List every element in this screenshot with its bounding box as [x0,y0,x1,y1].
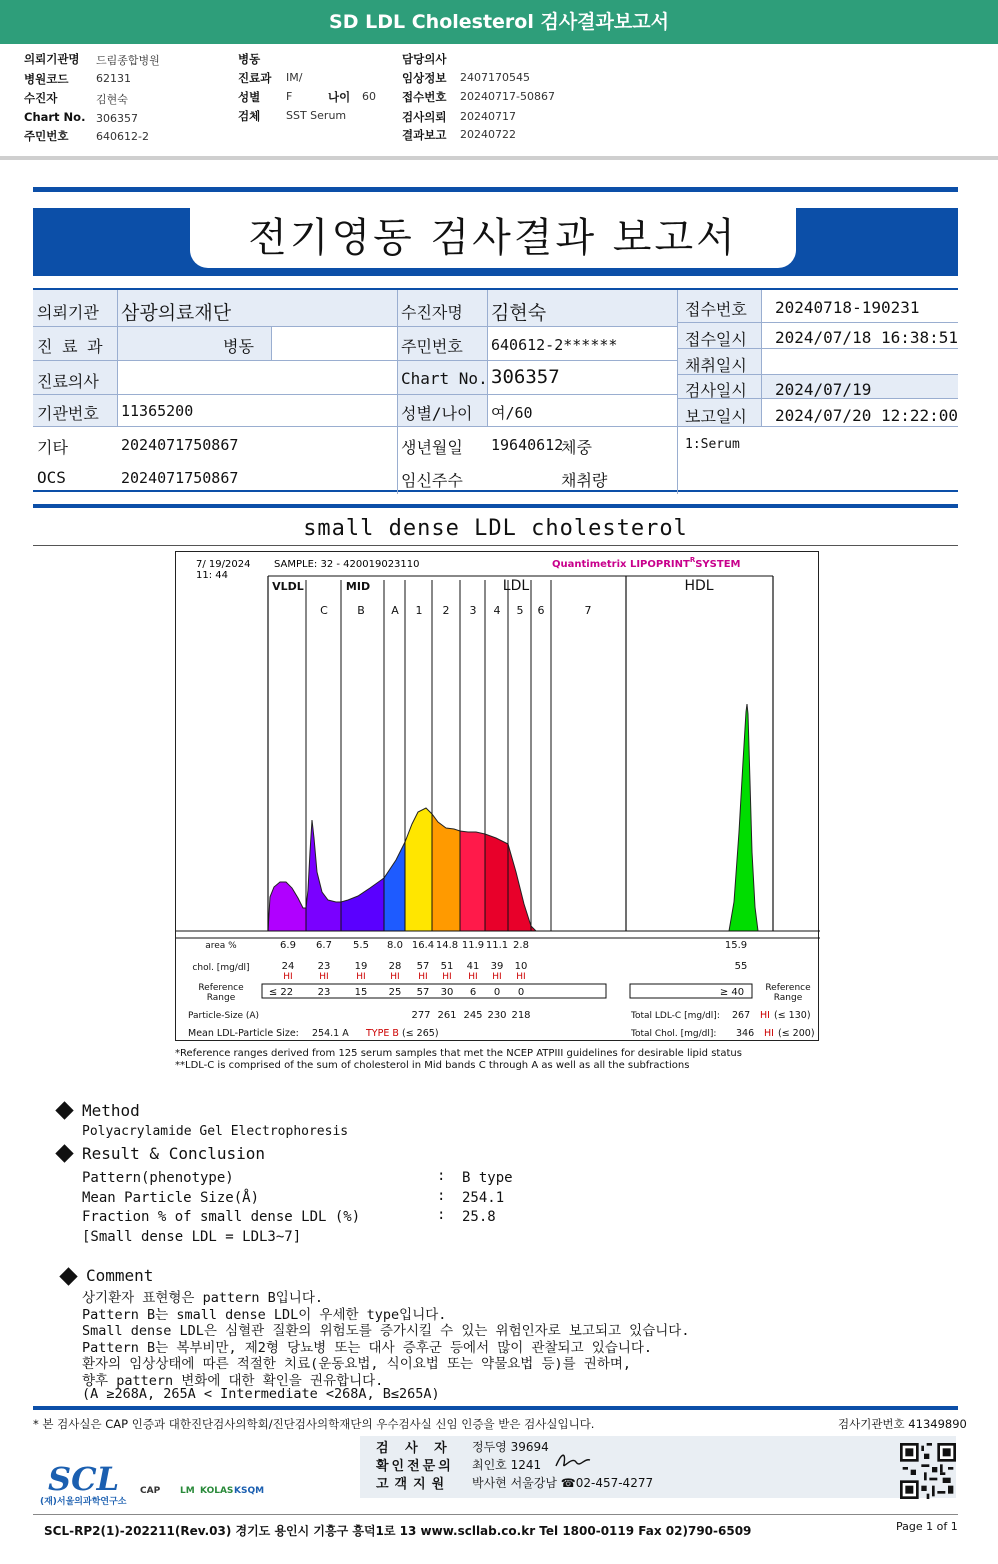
result-value-size: 254.1 [462,1190,505,1206]
chol-value: 24 [281,961,295,972]
particle-value: 261 [437,1010,457,1021]
value-sex-age: 여/60 [491,404,533,422]
value-patient: 김현숙 [96,93,128,106]
result-label-size: Mean Particle Size(Å) [82,1190,260,1206]
label-receipt-date: 접수일시 [685,330,747,349]
total-ldl-flag: HI [760,1010,770,1021]
area-value: 5.5 [353,940,369,951]
bottom-rule [33,1406,958,1410]
label-doctor-2: 진료의사 [37,372,99,391]
band-label-3: 3 [469,604,477,617]
area-hdl [729,704,758,931]
chart-sample: SAMPLE: 32 - 420019023110 [274,559,420,570]
band-label-A: A [391,604,399,617]
value-ocs: 2024071750867 [121,469,239,487]
section-underline [33,545,958,546]
badge-kolas: KOLAS [200,1486,234,1496]
band-label-B: B [357,604,365,617]
value-specimen-note: 1:Serum [685,437,740,452]
area-mid-a [384,842,405,931]
bullet-comment [59,1267,77,1285]
label-dept-2: 진 료 과 [37,337,103,356]
value-dept: IM/ [286,71,303,84]
ref-label-hdl-2: Range [773,993,803,1003]
badge-lm: LM [180,1486,195,1496]
area-value: 14.8 [435,940,459,951]
lipoprint-chart-svg [176,552,820,1042]
ref-label-1: Reference [198,983,244,993]
area-value: 11.9 [461,940,485,951]
support-label: 고객지원 [376,1477,451,1492]
label-clinical-info: 임상정보 [402,71,447,85]
result-sep-1: : [437,1168,446,1184]
footnote-2: **LDL-C is comprised of the sum of cholesterol in Mid bands C through A as well as all the subfractions [175,1060,690,1071]
area-value: 11.1 [485,940,509,951]
particle-label: Particle-Size (A) [188,1011,260,1021]
area-value: 16.4 [411,940,435,951]
value-report-date-2: 2024/07/20 12:22:00 [775,406,959,425]
total-chol-value: 346 [736,1028,755,1039]
label-hospital-code: 병원코드 [24,72,69,86]
value-patient-2: 김현숙 [491,302,547,324]
tester-label: 검 사 자 [376,1441,453,1456]
value-rrn: 640612-2 [96,130,149,143]
band-label-6: 6 [537,604,545,617]
label-patient: 수진자 [24,91,58,105]
value-chart-no: 306357 [96,112,138,125]
chol-value: 39 [490,961,504,972]
area-value: 6.7 [316,940,332,951]
cert-note: * 본 검사실은 CAP 인증과 대한진단검사의학회/진단검사의학재단의 우수검사실 신임 인증을 받은 검사실입니다. [33,1417,595,1431]
report-title: 전기영동 검사결과 보고서 [248,215,738,261]
band-label-C: C [320,604,328,617]
result-value-pattern: B type [462,1170,513,1186]
outer-info-panel [0,44,998,160]
chol-value: 28 [388,961,402,972]
result-note: [Small dense LDL = LDL3~7] [82,1229,302,1245]
comment-line-6: 향후 pattern 변화에 대한 확인을 권유합니다. [82,1373,384,1389]
total-ldl-ref: (≤ 130) [774,1010,811,1021]
mean-size-value: 254.1 A [312,1028,349,1039]
particle-value: 277 [411,1010,431,1021]
hdl-area-value: 15.9 [724,940,748,951]
group-label-mid: MID [345,580,371,593]
label-rrn: 주민번호 [24,129,69,143]
scl-logo-subtitle: (재)서울의과학연구소 [40,1497,127,1507]
comment-line-2: Pattern B는 small dense LDL이 우세한 type입니다. [82,1307,447,1323]
area-ldl-3 [460,831,485,931]
label-specimen: 검체 [238,109,261,123]
ref-value: ≤ 22 [268,987,294,998]
label-receipt-no-2: 접수번호 [685,300,747,319]
value-age: 60 [362,90,376,103]
group-label-vldl: VLDL [272,580,304,593]
method-text: Polyacrylamide Gel Electrophoresis [82,1124,349,1139]
total-ldl-label: Total LDL-C [mg/dl]: [631,1011,720,1021]
hi-flag: HI [418,972,428,982]
comment-heading: Comment [86,1266,154,1285]
total-chol-flag: HI [764,1028,774,1039]
ref-value: 0 [493,987,501,998]
chol-value: 41 [466,961,480,972]
chol-value: 51 [440,961,454,972]
label-receipt-no: 접수번호 [402,90,447,104]
ref-box-ldl [262,984,606,998]
value-org-no: 11365200 [121,402,194,420]
bullet-method [55,1101,73,1119]
value-sex: F [286,90,293,103]
label-sex: 성별 [238,90,261,104]
mean-size-type: TYPE B [366,1028,399,1039]
hdl-ref-value: ≥ 40 [719,987,745,998]
label-test-date: 검사일시 [685,381,747,400]
area-ldl-1 [405,808,432,931]
area-value: 2.8 [513,940,529,951]
particle-value: 230 [487,1010,507,1021]
result-heading: Result & Conclusion [82,1144,266,1163]
label-dept: 진료과 [238,71,272,85]
chart-date: 7/ 19/2024 [196,559,251,570]
footer-address: SCL-RP2(1)-202211(Rev.03) 경기도 용인시 기흥구 흥덕1로 13 www.scllab.co.kr Tel 1800-0119 Fax 02)790-6509 [44,1524,752,1538]
area-vldl [268,882,306,931]
hi-flag: HI [319,972,329,982]
label-etc: 기타 [37,438,68,457]
mean-size-ref: (≤ 265) [402,1028,439,1039]
label-ocs: OCS [37,468,66,487]
bullet-result [55,1144,73,1162]
group-label-ldl: LDL [502,578,530,594]
group-label-hdl: HDL [684,578,714,594]
value-institution-2: 삼광의료재단 [121,302,232,324]
band-label-7: 7 [584,604,592,617]
value-rrn-2: 640612-2****** [491,336,618,354]
label-birth: 생년월일 [401,438,463,457]
comment-line-4: Pattern B는 복부비만, 제2형 당뇨병 또는 대사 증후군 등에서 많이 관찰되고 있습니다. [82,1340,653,1356]
ref-value: 6 [469,987,477,998]
value-receipt-date: 2024/07/18 16:38:51 [775,328,959,347]
value-specimen: SST Serum [286,109,347,122]
value-clinical-info: 2407170545 [460,71,530,84]
method-heading: Method [82,1101,140,1120]
footer-rule [33,1514,958,1515]
label-pregnancy: 임신주수 [401,471,463,490]
result-sep-3: : [437,1207,446,1223]
patient-info-grid [33,288,958,492]
ref-value: 15 [354,987,368,998]
chart-time: 11: 44 [196,570,228,581]
support-value: 박사현 서울강남 ☎02-457-4277 [472,1476,654,1490]
area-mid-b [341,878,384,931]
confirm-value: 최인호 1241 [472,1458,542,1472]
value-institution: 드림종합병원 [96,54,160,67]
tester-value: 정두영 39694 [472,1440,549,1454]
lipoprint-chart [175,551,819,1041]
ref-value: 23 [317,987,331,998]
hi-flag: HI [442,972,452,982]
value-report-date: 20240722 [460,128,516,141]
scl-logo: SCL [48,1460,120,1498]
signature-mark [552,1450,594,1472]
value-receipt-no: 20240717-50867 [460,90,555,103]
org-number: 검사기관번호 41349890 [838,1417,967,1431]
label-weight: 체중 [561,438,592,457]
comment-line-5: 환자의 임상상태에 따른 적절한 치료(운동요법, 식이요법 또는 약물요법 등)를 권하며, [82,1356,632,1372]
ref-label-2: Range [206,993,236,1003]
value-hospital-code: 62131 [96,72,131,85]
label-ward: 병동 [238,52,261,66]
label-collect-amount: 채취량 [561,471,608,490]
band-label-5: 5 [516,604,524,617]
ref-value: 57 [416,987,430,998]
footnote-1: *Reference ranges derived from 125 serum samples that met the NCEP ATPIII guidelines for desirable lipid status [175,1048,742,1059]
label-age: 나이 [328,90,351,104]
comment-line-1: 상기환자 표현형은 pattern B입니다. [82,1290,323,1306]
value-chart-no-2: 306357 [491,366,560,388]
value-receipt-no-2: 20240718-190231 [775,298,920,317]
result-sep-2: : [437,1188,446,1204]
particle-value: 218 [511,1010,531,1021]
chart-system-tail: SYSTEM [695,559,741,570]
hi-flag: HI [492,972,502,982]
mid-rule [33,504,958,508]
chol-value: 23 [317,961,331,972]
page-number: Page 1 of 1 [896,1520,958,1533]
particle-value: 245 [463,1010,483,1021]
value-ward: 병동 [223,337,254,356]
comment-line-3: Small dense LDL은 심혈관 질환의 위험도를 증가시킬 수 있는 위험인자로 보고되고 있습니다. [82,1323,690,1339]
area-label: area % [205,941,237,951]
chart-system [552,556,741,570]
result-value-fraction: 25.8 [462,1209,496,1225]
label-report-date: 결과보고 [402,128,447,142]
label-doctor: 담당의사 [402,52,447,66]
confirm-label: 확인전문의 [376,1459,454,1474]
chol-label: chol. [mg/dl] [192,963,250,973]
label-report-date-2: 보고일시 [685,407,747,426]
ref-value: 0 [517,987,525,998]
badge-ksqm: KSQM [234,1486,265,1496]
chol-value: 10 [514,961,528,972]
hi-flag: HI [283,972,293,982]
result-label-pattern: Pattern(phenotype) [82,1170,234,1186]
badge-cap: CAP [140,1486,161,1496]
hdl-chol-value: 55 [734,961,748,972]
label-rrn-2: 주민번호 [401,337,463,356]
chol-value: 19 [354,961,368,972]
hi-flag: HI [468,972,478,982]
label-institution: 의뢰기관명 [24,52,80,66]
label-chart-no: Chart No. [24,110,86,124]
ref-value: 25 [388,987,402,998]
section-title: small dense LDL cholesterol [303,516,688,541]
value-birth: 19640612 [491,436,564,454]
label-request-date: 검사의뢰 [402,110,447,124]
label-sex-age: 성별/나이 [401,404,473,423]
chart-system-reg: R [689,556,696,564]
value-test-date: 2024/07/19 [775,380,872,399]
chol-value: 57 [416,961,430,972]
hi-flag: HI [390,972,400,982]
comment-line-7: (A ≥268A, 265A < Intermediate <268A, B≤265A) [82,1386,440,1402]
total-chol-label: Total Chol. [mg/dl]: [631,1029,717,1039]
total-chol-ref: (≤ 200) [778,1028,815,1039]
label-chart-no-2: Chart No. [401,369,488,388]
value-etc: 2024071750867 [121,436,239,454]
value-request-date: 20240717 [460,110,516,123]
label-org-no: 기관번호 [37,404,99,423]
ref-value: 30 [440,987,454,998]
band-label-4: 4 [493,604,501,617]
label-institution-2: 의뢰기관 [37,303,99,322]
chart-system-name: Quantimetrix LIPOPRINT [552,559,690,570]
qr-code [900,1443,956,1499]
area-value: 6.9 [280,940,296,951]
label-collect-date: 채취일시 [685,356,747,375]
hi-flag: HI [516,972,526,982]
mean-size-label: Mean LDL-Particle Size: [188,1028,299,1039]
total-ldl-value: 267 [732,1010,751,1021]
result-label-fraction: Fraction % of small dense LDL (%) [82,1209,361,1225]
label-patient-2: 수진자명 [401,303,463,322]
band-label-2: 2 [442,604,450,617]
area-value: 8.0 [387,940,403,951]
area-ldl-2 [432,814,460,931]
band-label-1: 1 [415,604,423,617]
top-rule [33,187,958,192]
report-header-title: SD LDL Cholesterol 검사결과보고서 [0,0,998,44]
ref-label-hdl-1: Reference [765,983,811,993]
hi-flag: HI [356,972,366,982]
